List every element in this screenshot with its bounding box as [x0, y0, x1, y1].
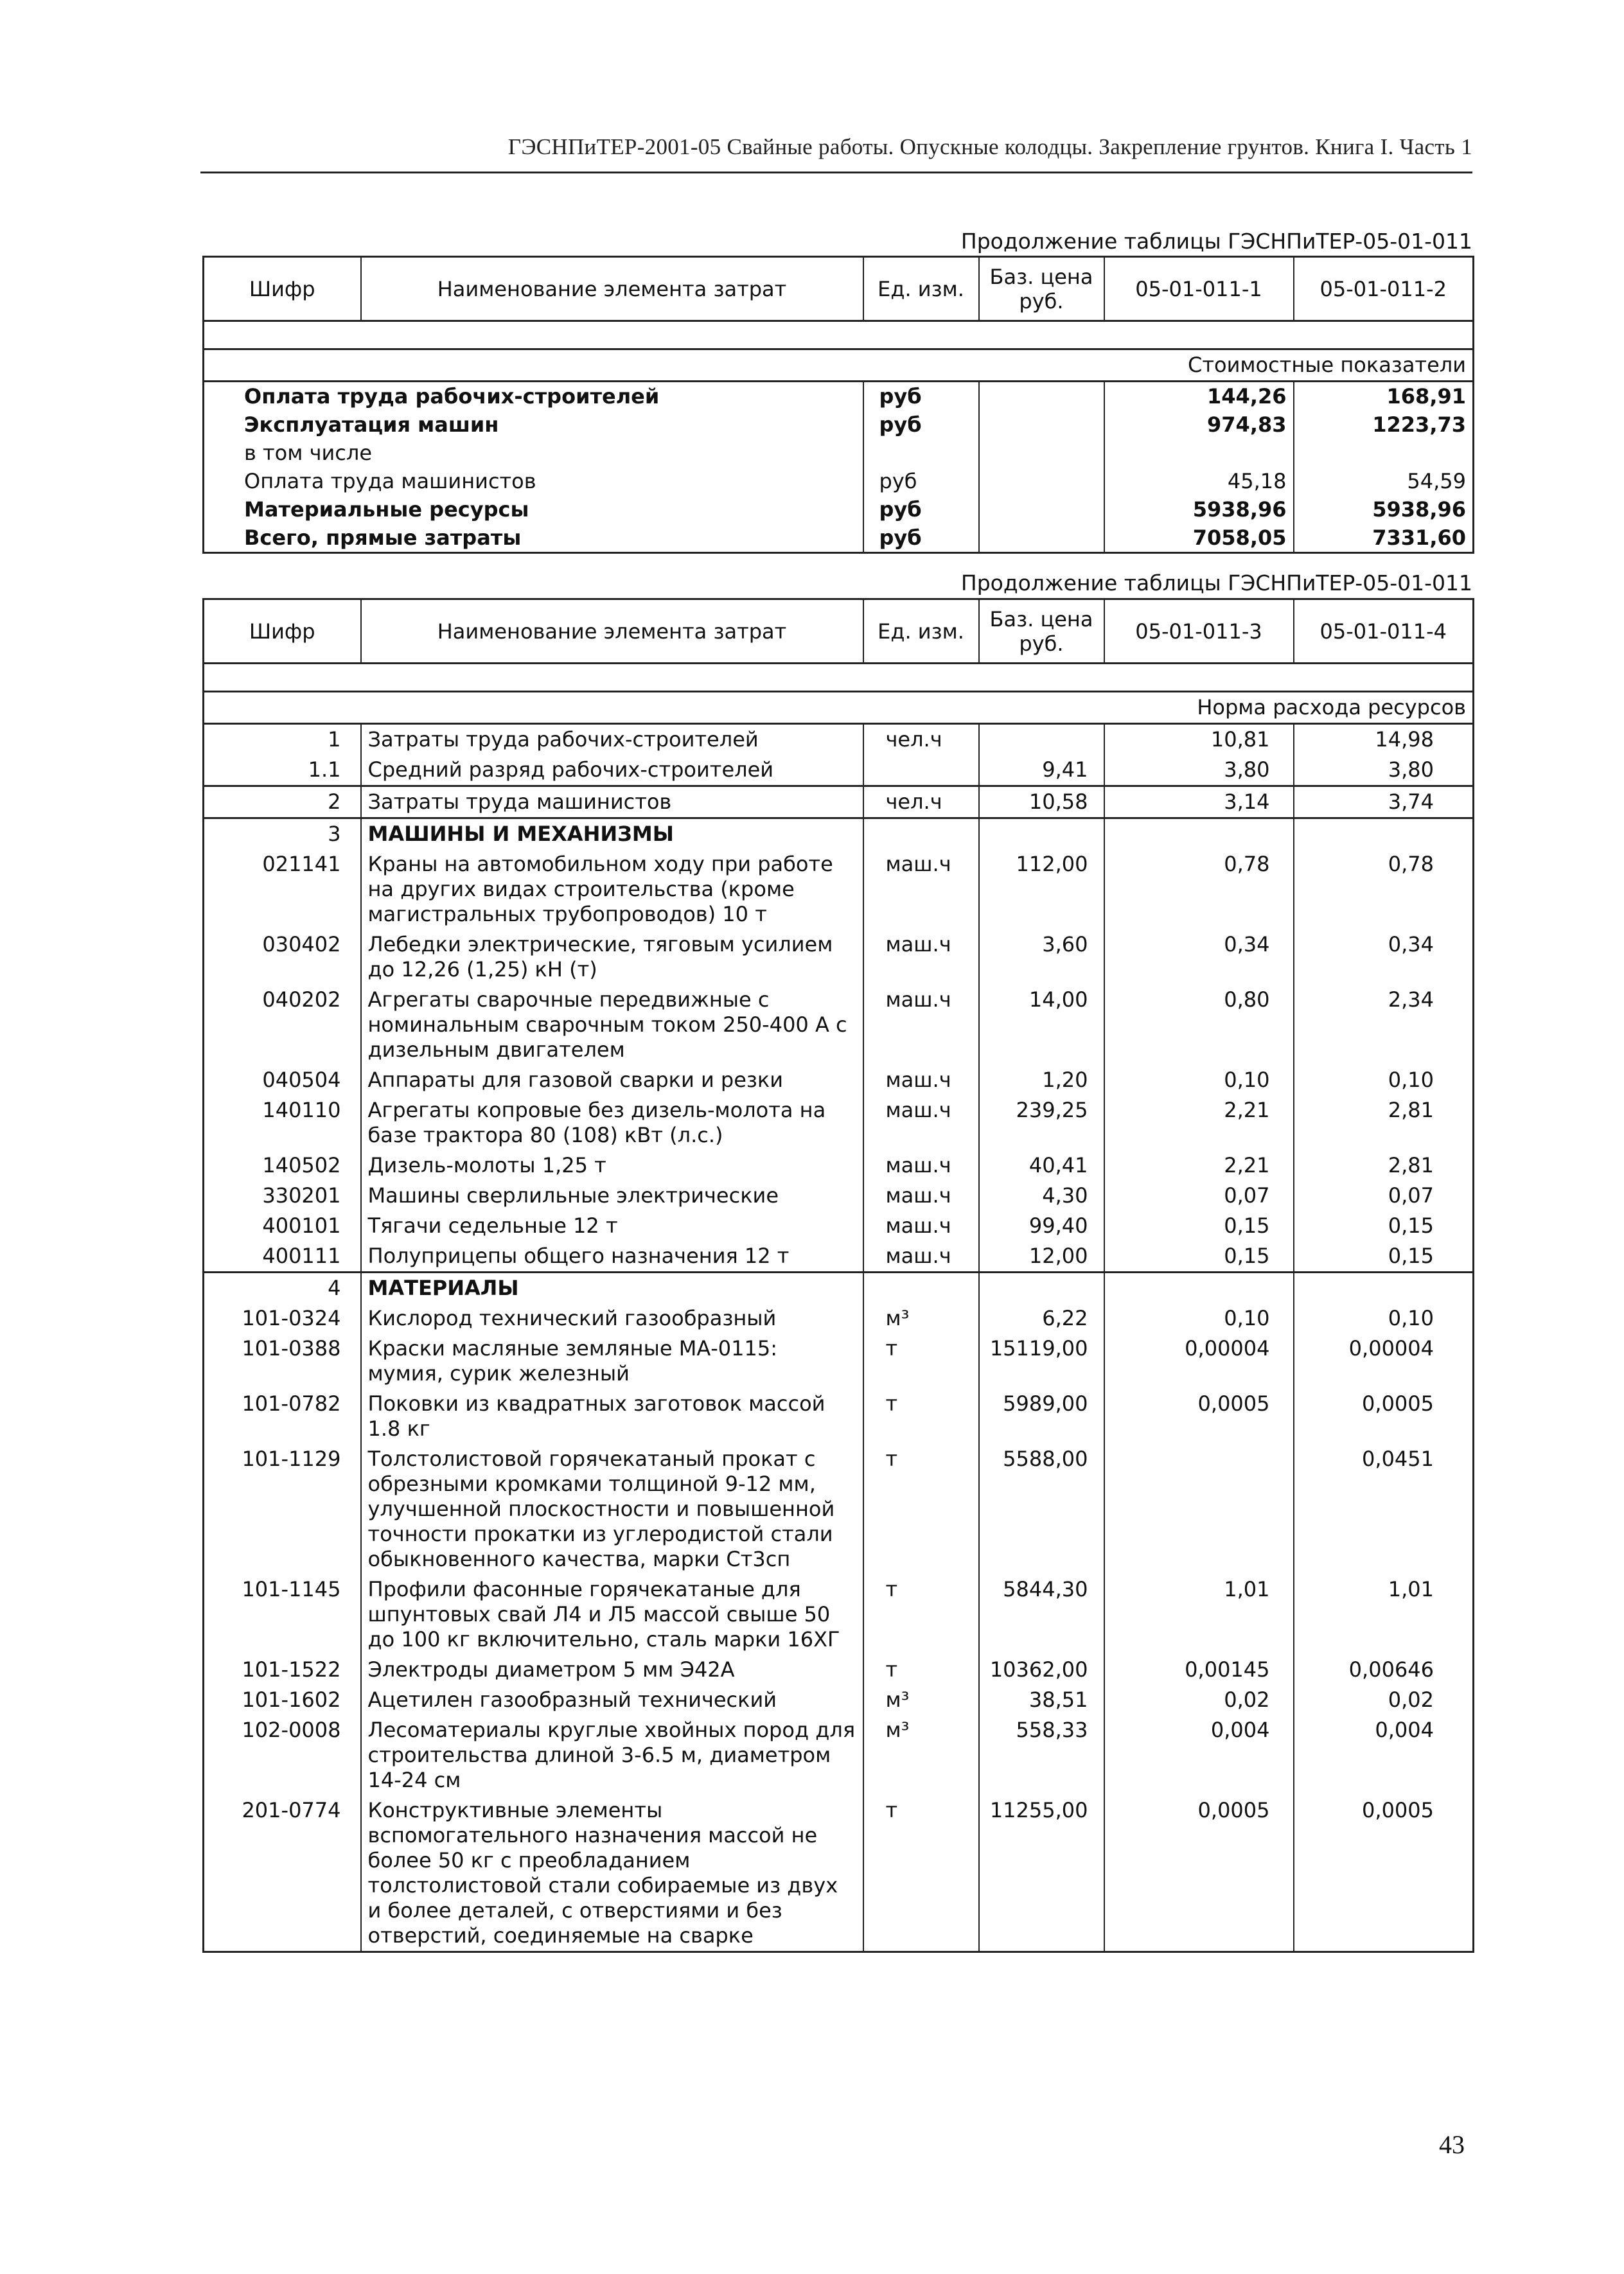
resource-value-a: 0,10: [1104, 1303, 1294, 1334]
header-col-b: 05-01-011-4: [1294, 599, 1474, 664]
resource-value-b: 0,0005: [1362, 1391, 1434, 1416]
table-row: [204, 1150, 1474, 1181]
table-row: [204, 1065, 1474, 1095]
cost-item-price: [979, 524, 1104, 553]
header-name: Наименование элемента затрат: [361, 599, 863, 664]
cost-item-name: Оплата труда рабочих-строителей: [204, 382, 863, 411]
resource-name: Тягачи седельные 12 т: [361, 1211, 863, 1241]
resource-value-b: 1,01: [1388, 1577, 1434, 1601]
resource-code: 101-1602: [204, 1685, 361, 1715]
resource-value-a: 0,0005: [1104, 1389, 1294, 1444]
cost-item-value-a: 144,26: [1104, 382, 1294, 411]
table2-section-label-row: [204, 692, 1474, 724]
resource-value-a: [1104, 1444, 1294, 1574]
resource-value-a: 0,0005: [1104, 1795, 1294, 1952]
resource-value-b: 0,0451: [1362, 1447, 1434, 1471]
resource-value-b: 0,10: [1388, 1306, 1434, 1330]
resource-base-price: 5989,00: [979, 1389, 1104, 1444]
table-row: [204, 439, 1474, 467]
resource-code: 040202: [204, 985, 361, 1065]
table-row: [204, 985, 1474, 1065]
resource-name: Кислород технический газообразный: [361, 1303, 863, 1334]
resource-value-a: 3,14: [1104, 786, 1294, 818]
resource-name: Толстолистовой горячекатаный прокат с обрезными кромками толщиной 9-12 мм, улучшенной плоскостности и повышенной точности прокатки из углеродистой стали обыкновенного качества, марки Ст3сп: [361, 1444, 863, 1574]
cost-item-value-b: [1294, 439, 1474, 467]
resource-unit: маш.ч: [863, 1211, 979, 1241]
resource-name: Лебедки электрические, тяговым усилием до 12,26 (1,25) кН (т): [361, 930, 863, 985]
resource-name: Агрегаты копровые без дизель-молота на базе трактора 80 (108) кВт (л.с.): [361, 1095, 863, 1150]
resource-name: Машины сверлильные электрические: [361, 1181, 863, 1211]
resource-name: Агрегаты сварочные передвижные с номинальным сварочным током 250-400 А с дизельным двигателем: [361, 985, 863, 1065]
resource-code: 140502: [204, 1150, 361, 1181]
resource-code: 101-0324: [204, 1303, 361, 1334]
header-col-a: 05-01-011-3: [1104, 599, 1294, 664]
resource-code: 101-0388: [204, 1334, 361, 1389]
resource-value-a: 0,07: [1104, 1181, 1294, 1211]
table-row: [204, 1795, 1474, 1952]
table-row: [204, 849, 1474, 930]
resource-base-price: 99,40: [979, 1211, 1104, 1241]
table-row: [204, 818, 1474, 850]
table-row: [204, 495, 1474, 524]
resource-value-b: 0,10: [1388, 1068, 1434, 1092]
resource-unit: маш.ч: [863, 1095, 979, 1150]
resource-value-b: 3,74: [1294, 786, 1474, 818]
resource-value-b: [1294, 1273, 1474, 1304]
resource-code: 030402: [204, 930, 361, 985]
resource-value-a: 0,02: [1104, 1685, 1294, 1715]
resource-unit: т: [863, 1334, 979, 1389]
resource-code: 102-0008: [204, 1715, 361, 1795]
resource-base-price: 15119,00: [979, 1334, 1104, 1389]
resource-base-price: 10,58: [979, 786, 1104, 818]
resource-value-b: 2,81: [1388, 1153, 1434, 1177]
resource-base-price: 6,22: [979, 1303, 1104, 1334]
resource-name: Электроды диаметром 5 мм Э42А: [361, 1655, 863, 1685]
table-row: [204, 467, 1474, 495]
table-row: [204, 1334, 1474, 1389]
resource-base-price: 38,51: [979, 1685, 1104, 1715]
table-row: [204, 1095, 1474, 1150]
table-row: [204, 1211, 1474, 1241]
resource-name: МАШИНЫ И МЕХАНИЗМЫ: [361, 818, 863, 850]
table-row: [204, 1685, 1474, 1715]
cost-item-value-a: 45,18: [1104, 467, 1294, 495]
cost-item-value-b: 5938,96: [1372, 497, 1466, 522]
resource-name: Конструктивные элементы вспомогательного назначения массой не более 50 кг с преобладанием толстолистовой стали собираемые из двух и более деталей, с отверстиями и без отверстий, соединяемые на сварке: [361, 1795, 863, 1952]
resource-base-price: 10362,00: [979, 1655, 1104, 1685]
table2-body: [204, 724, 1474, 1952]
resource-unit: [863, 755, 979, 786]
page-number: 43: [1439, 2130, 1465, 2159]
table1-body: [204, 382, 1474, 553]
section-label: Норма расхода ресурсов: [204, 692, 1474, 724]
table2-caption: Продолжение таблицы ГЭСНПиТЕР-05-01-011: [960, 570, 1472, 595]
resource-name: Полуприцепы общего назначения 12 т: [361, 1241, 863, 1273]
resource-name: Профили фасонные горячекатаные для шпунтовых свай Л4 и Л5 массой свыше 50 до 100 кг включительно, сталь марки 16ХГ: [361, 1574, 863, 1655]
resource-code: 400111: [204, 1241, 361, 1273]
cost-item-price: [979, 439, 1104, 467]
resource-value-a: 0,10: [1104, 1065, 1294, 1095]
header-code: Шифр: [204, 599, 361, 664]
cost-item-price: [979, 495, 1104, 524]
table-row: [204, 410, 1474, 439]
header-unit: Ед. изм.: [863, 257, 979, 321]
resource-code: 101-1522: [204, 1655, 361, 1685]
header-col-a: 05-01-011-1: [1104, 257, 1294, 321]
cost-item-name: Всего, прямые затраты: [204, 524, 863, 553]
table-row: [204, 382, 1474, 411]
resource-value-a: 0,15: [1104, 1211, 1294, 1241]
resource-code: 3: [204, 818, 361, 850]
resource-unit: т: [863, 1655, 979, 1685]
resource-value-a: 0,15: [1104, 1241, 1294, 1273]
cost-item-name: Эксплуатация машин: [204, 410, 863, 439]
header-code: Шифр: [204, 257, 361, 321]
header-base-price: Баз. цена руб.: [979, 599, 1104, 664]
resource-value-b: 0,15: [1388, 1244, 1434, 1268]
resource-base-price: 9,41: [979, 755, 1104, 786]
table-row: [204, 1389, 1474, 1444]
running-header: ГЭСНПиТЕР-2001-05 Свайные работы. Опускные колодцы. Закрепление грунтов. Книга I. Часть 1: [200, 132, 1472, 173]
cost-item-value-a: 974,83: [1104, 410, 1294, 439]
header-base-price: Баз. цена руб.: [979, 257, 1104, 321]
resource-unit: маш.ч: [863, 849, 979, 930]
resource-code: 4: [204, 1273, 361, 1304]
cost-item-value-b: 54,59: [1407, 469, 1466, 493]
header-name: Наименование элемента затрат: [361, 257, 863, 321]
table-row: [204, 786, 1474, 818]
resource-unit: т: [863, 1574, 979, 1655]
resource-value-b: 0,00646: [1348, 1657, 1434, 1682]
resource-value-a: [1104, 1273, 1294, 1304]
resource-unit: маш.ч: [863, 930, 979, 985]
resource-base-price: 11255,00: [979, 1795, 1104, 1952]
resource-base-price: 4,30: [979, 1181, 1104, 1211]
resource-unit: т: [863, 1444, 979, 1574]
resource-name: Дизель-молоты 1,25 т: [361, 1150, 863, 1181]
resource-name: Затраты труда рабочих-строителей: [361, 724, 863, 755]
resource-value-a: 1,01: [1104, 1574, 1294, 1655]
resource-code: 1: [204, 724, 361, 755]
cost-item-value-a: 5938,96: [1104, 495, 1294, 524]
resource-norms-table: [202, 598, 1474, 1953]
cost-item-unit: [863, 439, 979, 467]
resource-name: Затраты труда машинистов: [361, 786, 863, 818]
section-label: Стоимостные показатели: [204, 349, 1474, 382]
resource-base-price: 5588,00: [979, 1444, 1104, 1574]
resource-name: Аппараты для газовой сварки и резки: [361, 1065, 863, 1095]
resource-value-b: 0,004: [1375, 1718, 1434, 1742]
resource-name: МАТЕРИАЛЫ: [361, 1273, 863, 1304]
resource-value-b: 0,15: [1388, 1213, 1434, 1238]
table-row: [204, 1241, 1474, 1273]
resource-code: 1.1: [204, 755, 361, 786]
table-row: [204, 1655, 1474, 1685]
resource-unit: чел.ч: [863, 786, 979, 818]
resource-base-price: [979, 724, 1104, 755]
resource-unit: чел.ч: [863, 724, 979, 755]
resource-value-b: 0,00004: [1348, 1336, 1434, 1361]
resource-value-a: [1104, 818, 1294, 850]
resource-unit: м³: [863, 1303, 979, 1334]
cost-item-unit: руб: [863, 410, 979, 439]
resource-value-b: 0,07: [1388, 1183, 1434, 1208]
resource-code: 140110: [204, 1095, 361, 1150]
resource-name: Краны на автомобильном ходу при работе на других видах строительства (кроме магистральных трубопроводов) 10 т: [361, 849, 863, 930]
resource-code: 201-0774: [204, 1795, 361, 1952]
resource-code: 2: [204, 786, 361, 818]
resource-unit: маш.ч: [863, 1181, 979, 1211]
resource-value-a: 0,00004: [1104, 1334, 1294, 1389]
resource-base-price: [979, 1273, 1104, 1304]
resource-base-price: 1,20: [979, 1065, 1104, 1095]
resource-base-price: 558,33: [979, 1715, 1104, 1795]
cost-item-unit: руб: [863, 382, 979, 411]
resource-value-b: 3,80: [1388, 757, 1434, 782]
resource-value-b: 2,34: [1388, 987, 1434, 1012]
resource-value-b: 14,98: [1294, 724, 1474, 755]
cost-item-price: [979, 410, 1104, 439]
resource-name: Средний разряд рабочих-строителей: [361, 755, 863, 786]
resource-unit: [863, 1273, 979, 1304]
resource-value-a: 10,81: [1104, 724, 1294, 755]
resource-value-a: 2,21: [1104, 1150, 1294, 1181]
resource-value-a: 3,80: [1104, 755, 1294, 786]
resource-base-price: [979, 818, 1104, 850]
resource-value-a: 0,00145: [1104, 1655, 1294, 1685]
resource-value-a: 0,78: [1104, 849, 1294, 930]
resource-base-price: 12,00: [979, 1241, 1104, 1273]
resource-base-price: 112,00: [979, 849, 1104, 930]
resource-name: Краски масляные земляные МА-0115: мумия, сурик железный: [361, 1334, 863, 1389]
table-row: [204, 524, 1474, 553]
table-row: [204, 930, 1474, 985]
resource-value-a: 0,34: [1104, 930, 1294, 985]
cost-indicators-table: [202, 256, 1474, 554]
resource-value-b: [1294, 818, 1474, 850]
cost-item-price: [979, 382, 1104, 411]
resource-unit: т: [863, 1389, 979, 1444]
table1-header-row: [204, 257, 1474, 321]
resource-name: Ацетилен газообразный технический: [361, 1685, 863, 1715]
resource-unit: м³: [863, 1715, 979, 1795]
table-row: [204, 755, 1474, 786]
table-row: [204, 1715, 1474, 1795]
table-row: [204, 724, 1474, 755]
resource-base-price: 40,41: [979, 1150, 1104, 1181]
resource-unit: маш.ч: [863, 1150, 979, 1181]
table2-spacer-row: [204, 664, 1474, 692]
resource-code: 021141: [204, 849, 361, 930]
cost-item-name: Материальные ресурсы: [204, 495, 863, 524]
resource-code: 040504: [204, 1065, 361, 1095]
resource-code: 101-1129: [204, 1444, 361, 1574]
cost-item-price: [979, 467, 1104, 495]
resource-value-b: 0,78: [1388, 852, 1434, 876]
table-row: [204, 1181, 1474, 1211]
cost-item-unit: руб: [863, 495, 979, 524]
table-row: [204, 1303, 1474, 1334]
cost-item-name: в том числе: [204, 439, 863, 467]
cost-item-value-b: 7331,60: [1294, 524, 1474, 553]
resource-name: Поковки из квадратных заготовок массой 1.8 кг: [361, 1389, 863, 1444]
resource-value-a: 0,80: [1104, 985, 1294, 1065]
resource-name: Лесоматериалы круглые хвойных пород для строительства длиной 3-6.5 м, диаметром 14-24 см: [361, 1715, 863, 1795]
resource-value-b: 0,0005: [1294, 1795, 1474, 1952]
resource-unit: м³: [863, 1685, 979, 1715]
resource-unit: т: [863, 1795, 979, 1952]
cost-item-value-a: 7058,05: [1104, 524, 1294, 553]
resource-base-price: 239,25: [979, 1095, 1104, 1150]
table-row: [204, 1444, 1474, 1574]
resource-code: 330201: [204, 1181, 361, 1211]
resource-code: 101-1145: [204, 1574, 361, 1655]
header-col-b: 05-01-011-2: [1294, 257, 1474, 321]
resource-unit: маш.ч: [863, 985, 979, 1065]
cost-item-value-a: [1104, 439, 1294, 467]
resource-base-price: 3,60: [979, 930, 1104, 985]
resource-value-b: 0,02: [1388, 1688, 1434, 1712]
table1-spacer-row: [204, 321, 1474, 349]
cost-item-value-b: 168,91: [1386, 384, 1466, 409]
resource-value-b: 0,34: [1388, 932, 1434, 956]
table-row: [204, 1273, 1474, 1304]
resource-unit: [863, 818, 979, 850]
table-row: [204, 1574, 1474, 1655]
cost-item-value-b: 1223,73: [1372, 412, 1466, 437]
table1-caption: Продолжение таблицы ГЭСНПиТЕР-05-01-011: [960, 229, 1472, 254]
resource-base-price: 14,00: [979, 985, 1104, 1065]
resource-value-a: 0,004: [1104, 1715, 1294, 1795]
cost-item-unit: руб: [863, 524, 979, 553]
table2-header-row: [204, 599, 1474, 664]
cost-item-name: Оплата труда машинистов: [204, 467, 863, 495]
resource-code: 400101: [204, 1211, 361, 1241]
resource-value-b: 2,81: [1388, 1098, 1434, 1122]
resource-code: 101-0782: [204, 1389, 361, 1444]
resource-unit: маш.ч: [863, 1065, 979, 1095]
table1-section-label-row: [204, 349, 1474, 382]
resource-base-price: 5844,30: [979, 1574, 1104, 1655]
resource-unit: маш.ч: [863, 1241, 979, 1273]
resource-value-a: 2,21: [1104, 1095, 1294, 1150]
cost-item-unit: руб: [863, 467, 979, 495]
header-unit: Ед. изм.: [863, 599, 979, 664]
